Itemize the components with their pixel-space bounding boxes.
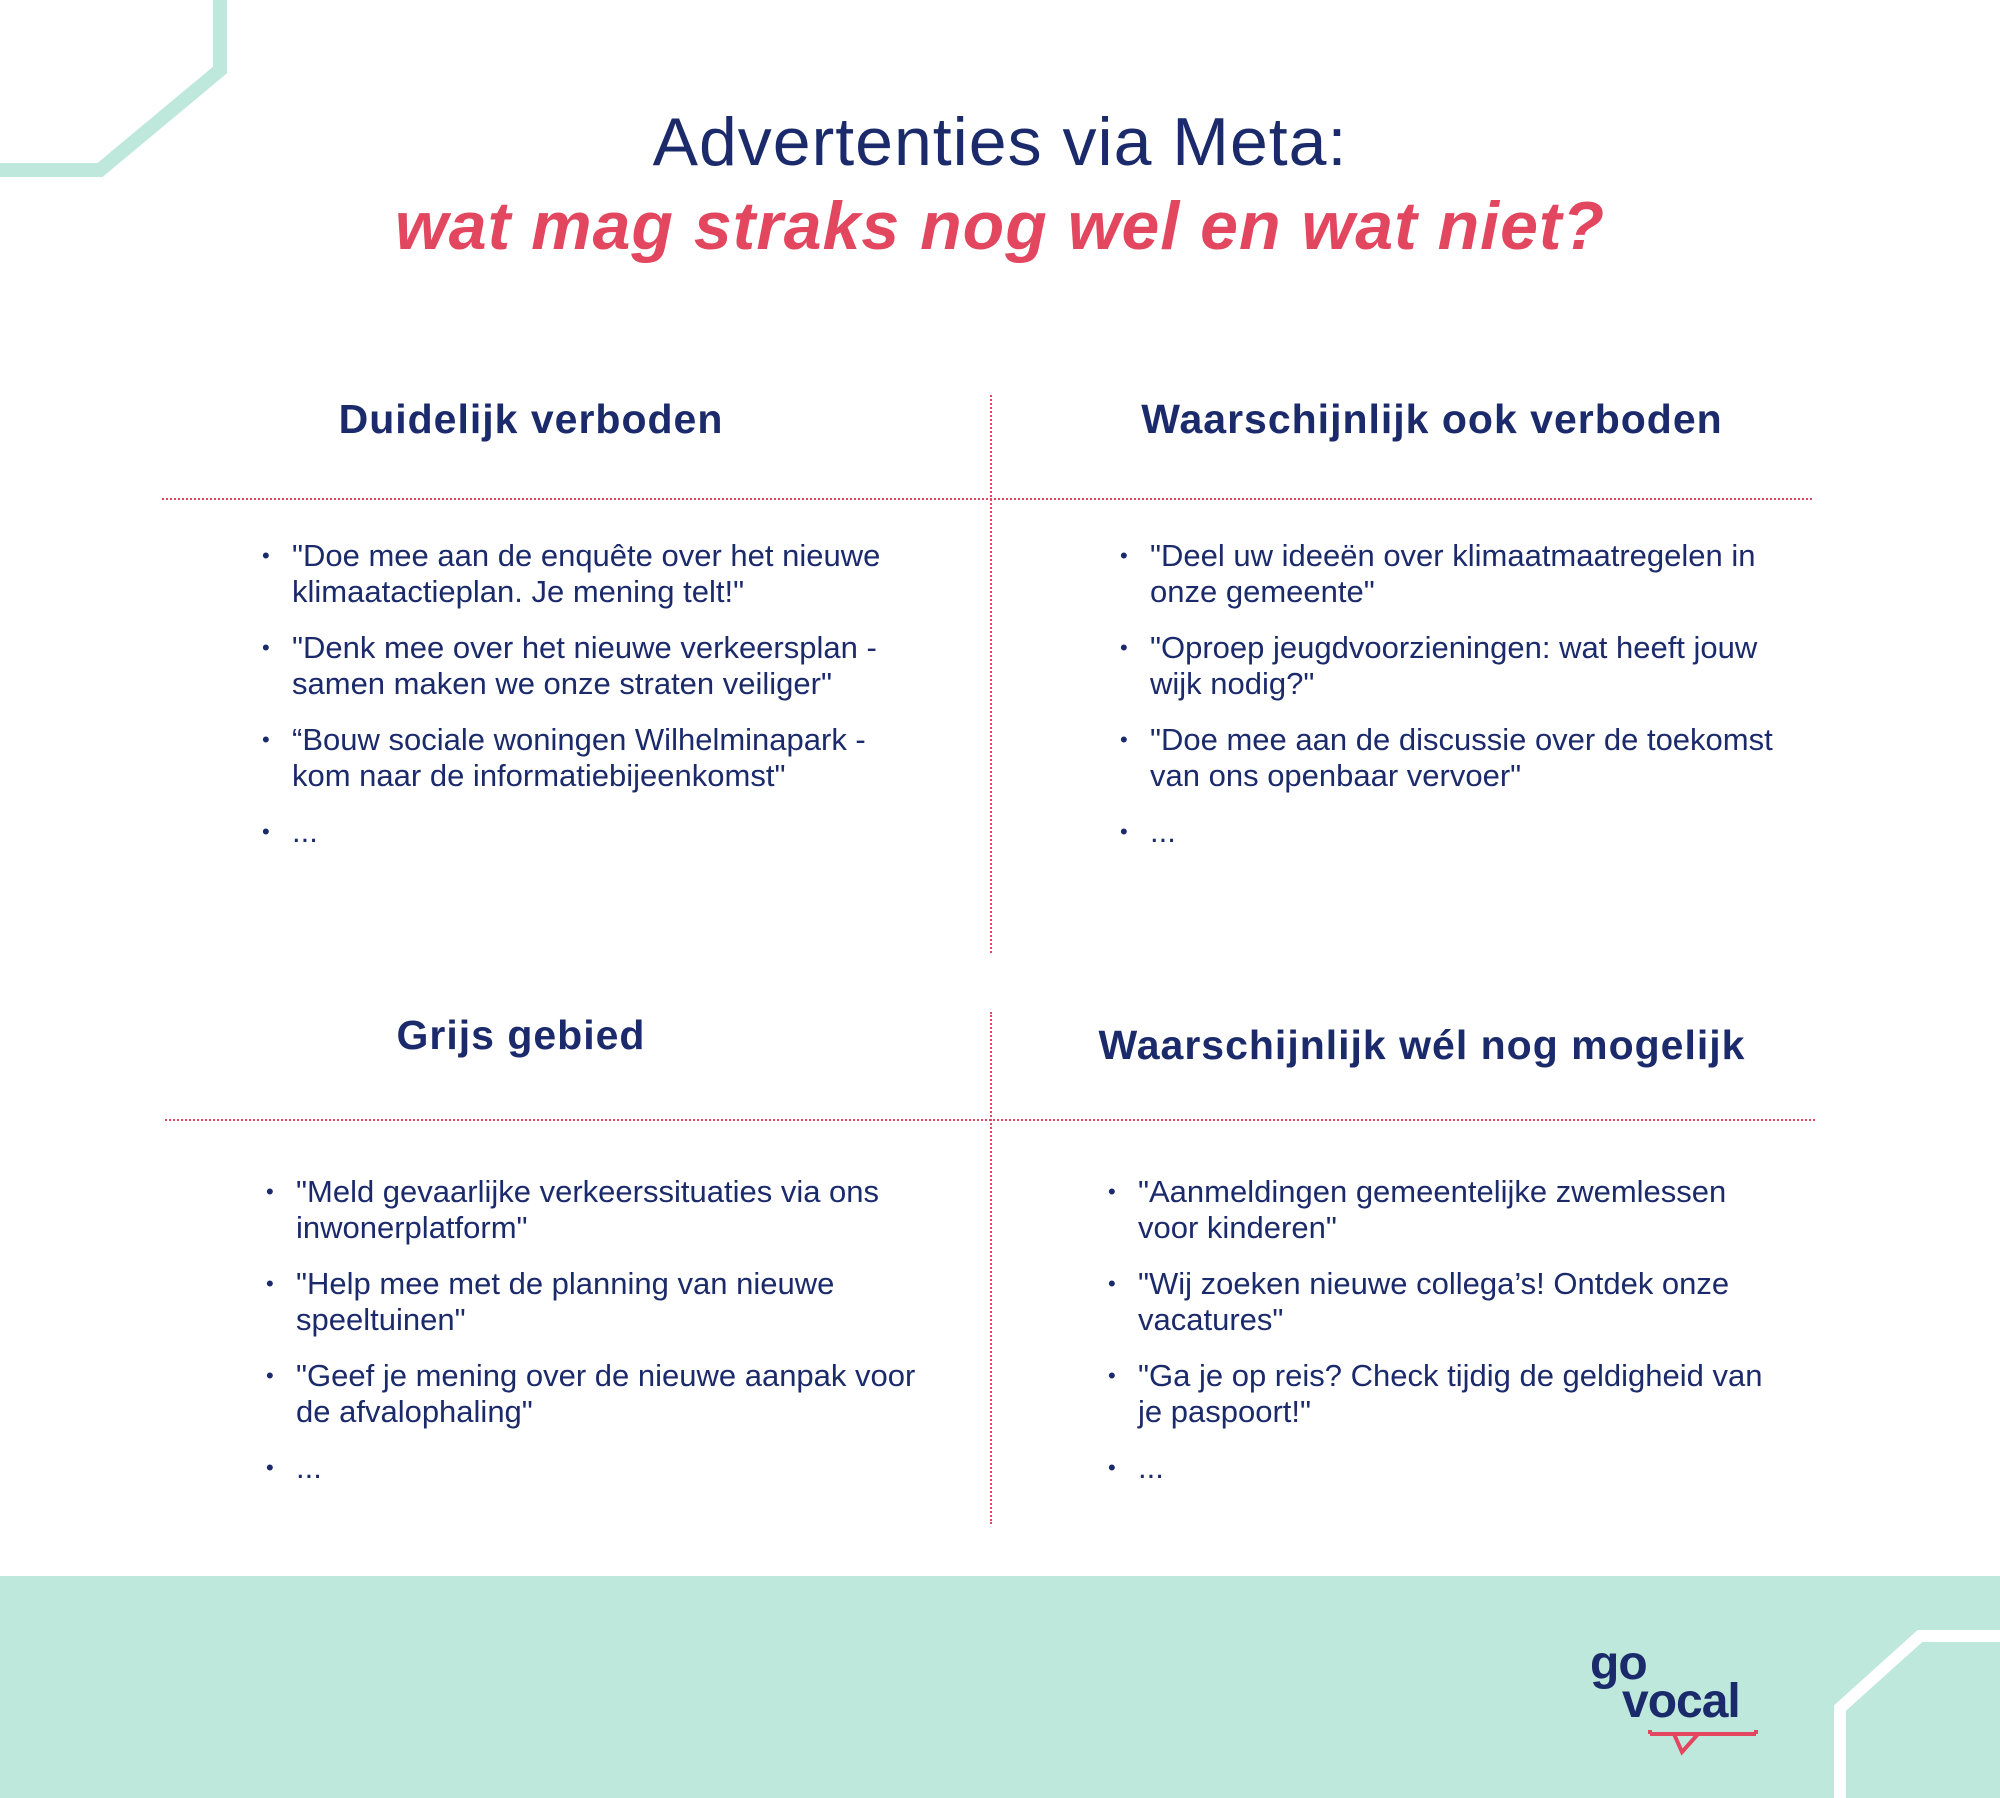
bullet-icon: • bbox=[266, 1455, 274, 1480]
bullet-icon: • bbox=[262, 543, 270, 568]
page-title bbox=[0, 100, 2000, 268]
divider-horizontal-bottom bbox=[165, 1119, 1815, 1121]
list-item bbox=[268, 1450, 928, 1486]
list-item-text: "Help mee met de planning van nieuwe speeltuinen" bbox=[296, 1266, 835, 1337]
list-item bbox=[264, 630, 924, 702]
list-item bbox=[1110, 1358, 1770, 1430]
list-item bbox=[1122, 538, 1782, 610]
title-line-subtitle: wat mag straks nog wel en wat niet? bbox=[394, 188, 1606, 264]
bullet-icon: • bbox=[1120, 727, 1128, 752]
quadrant-list-probably-forbidden bbox=[1122, 538, 1782, 870]
list-item-text: "Oproep jeugdvoorzieningen: wat heeft jouw wijk nodig?" bbox=[1150, 630, 1758, 701]
list-item-text: "Doe mee aan de discussie over de toekomst van ons openbaar vervoer" bbox=[1150, 722, 1773, 793]
list-item-text: "Ga je op reis? Check tijdig de geldigheid van je paspoort!" bbox=[1138, 1358, 1763, 1429]
divider-horizontal-top bbox=[162, 498, 1812, 500]
bullet-icon: • bbox=[262, 727, 270, 752]
list-item-text: ... bbox=[1150, 814, 1176, 849]
quadrant-list-probably-allowed bbox=[1110, 1174, 1770, 1506]
title-line-main: Advertenties via Meta: bbox=[652, 104, 1348, 180]
list-item-text: ... bbox=[292, 814, 318, 849]
divider-vertical-top bbox=[990, 395, 992, 953]
logo-text-go: go bbox=[1590, 1637, 1647, 1690]
list-item bbox=[1122, 630, 1782, 702]
list-item bbox=[268, 1358, 928, 1430]
list-item bbox=[268, 1174, 928, 1246]
bullet-icon: • bbox=[1120, 819, 1128, 844]
quadrant-heading-probably-forbidden: Waarschijnlijk ook verboden bbox=[1141, 396, 1723, 442]
list-item-text: "Denk mee over het nieuwe verkeersplan - samen maken we onze straten veiliger" bbox=[292, 630, 877, 701]
list-item bbox=[268, 1266, 928, 1338]
bullet-icon: • bbox=[1120, 635, 1128, 660]
list-item-text: "Aanmeldingen gemeentelijke zwemlessen voor kinderen" bbox=[1138, 1174, 1727, 1245]
list-item-text: "Doe mee aan de enquête over het nieuwe klimaatactieplan. Je mening telt!" bbox=[292, 538, 881, 609]
list-item bbox=[1110, 1450, 1770, 1486]
quadrant-heading-grey-area: Grijs gebied bbox=[396, 1012, 646, 1058]
list-item bbox=[1122, 722, 1782, 794]
list-item bbox=[264, 814, 924, 850]
list-item-text: "Meld gevaarlijke verkeerssituaties via ons inwonerplatform" bbox=[296, 1174, 880, 1245]
quadrant-list-clearly-forbidden bbox=[264, 538, 924, 870]
bullet-icon: • bbox=[1108, 1179, 1116, 1204]
quadrant-list-grey-area bbox=[268, 1174, 928, 1506]
list-item-text: ... bbox=[1138, 1450, 1164, 1485]
list-item-text: "Wij zoeken nieuwe collega’s! Ontdek onze vacatures" bbox=[1138, 1266, 1730, 1337]
bullet-icon: • bbox=[1108, 1271, 1116, 1296]
list-item-text: "Geef je mening over de nieuwe aanpak voor de afvalophaling" bbox=[296, 1358, 916, 1429]
bullet-icon: • bbox=[1108, 1455, 1116, 1480]
quadrant-heading-clearly-forbidden: Duidelijk verboden bbox=[338, 396, 724, 442]
list-item bbox=[1110, 1174, 1770, 1246]
list-item bbox=[264, 538, 924, 610]
divider-vertical-bottom bbox=[990, 1012, 992, 1524]
list-item-text: ... bbox=[296, 1450, 322, 1485]
list-item bbox=[1122, 814, 1782, 850]
bullet-icon: • bbox=[262, 819, 270, 844]
list-item bbox=[264, 722, 924, 794]
speech-bubble-icon bbox=[1648, 1728, 1758, 1756]
list-item bbox=[1110, 1266, 1770, 1338]
bullet-icon: • bbox=[266, 1363, 274, 1388]
list-item-text: "Deel uw ideeën over klimaatmaatregelen in onze gemeente" bbox=[1150, 538, 1756, 609]
quadrant-heading-probably-allowed: Waarschijnlijk wél nog mogelijk bbox=[1098, 1022, 1746, 1068]
bullet-icon: • bbox=[1108, 1363, 1116, 1388]
list-item-text: “Bouw sociale woningen Wilhelminapark - kom naar de informatiebijeenkomst" bbox=[292, 722, 866, 793]
bullet-icon: • bbox=[1120, 543, 1128, 568]
logo-text-vocal: vocal bbox=[1622, 1675, 1740, 1728]
bullet-icon: • bbox=[262, 635, 270, 660]
bullet-icon: • bbox=[266, 1179, 274, 1204]
bullet-icon: • bbox=[266, 1271, 274, 1296]
govocal-logo bbox=[1588, 1637, 1758, 1760]
